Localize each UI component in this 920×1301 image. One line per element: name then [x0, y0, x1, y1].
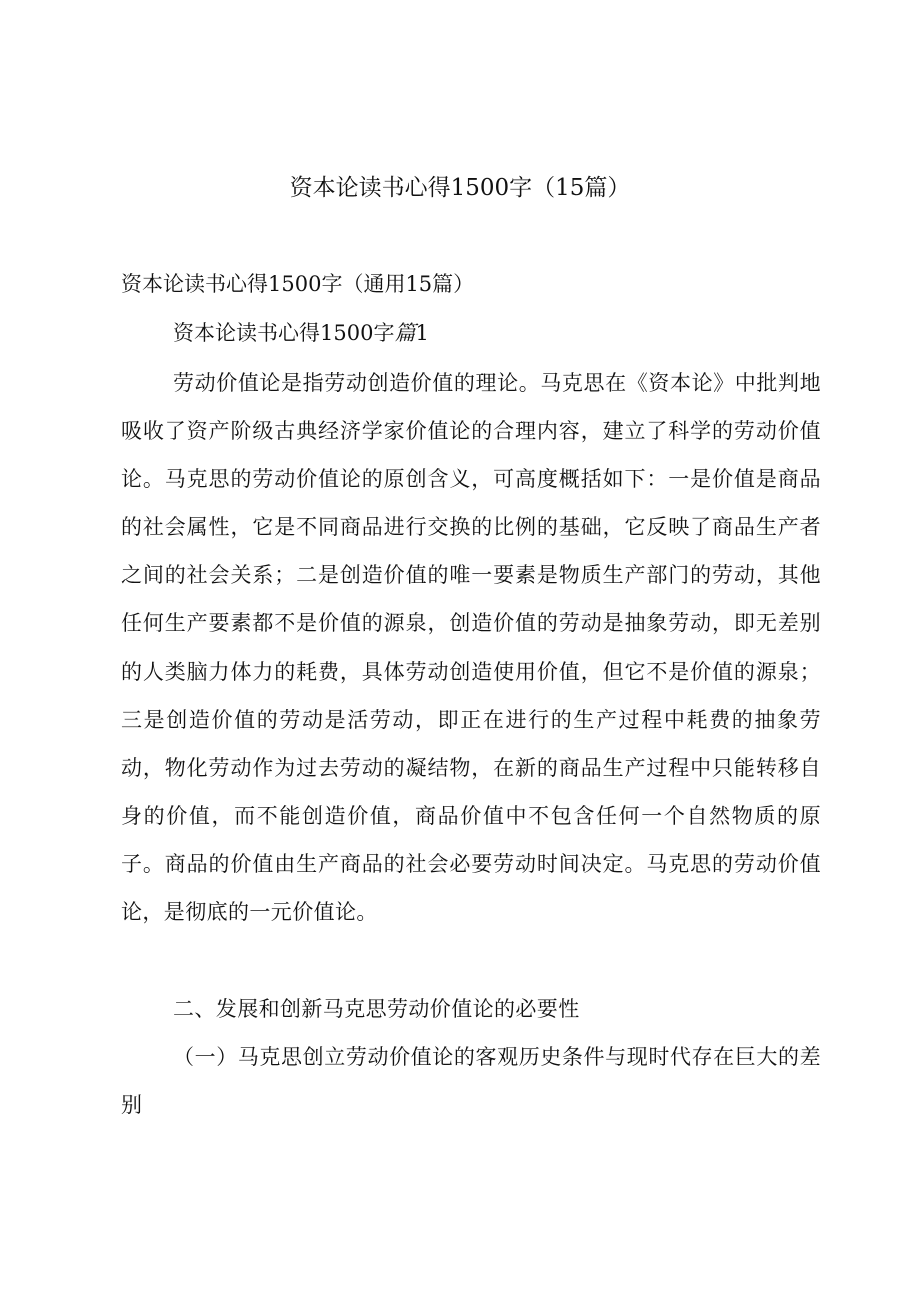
- section-heading-number: 1: [415, 321, 429, 345]
- body-paragraph-2: 二、发展和创新马克思劳动价值论的必要性: [173, 997, 580, 1021]
- body-paragraph-1: 劳动价值论是指劳动创造价值的理论。马克思在《资本论》中批判地吸收了资产阶级古典经济学家价值论的合理内容，建立了科学的劳动价值论。马克思的劳动价值论的原创含义，可高度概括如下：一是价值是商品的社会属性，它是不同商品进行交换的比例的基础，它反映了商品生产者之间的社会关系；二是创造价值的唯一要素是物质生产部门的劳动，其他任何生产要素都不是价值的源泉，创造价值的劳动是抽象劳动，即无差别的人类脑力体力的耗费，具体劳动创造使用价值，但它不是价值的源泉；三是创造价值的劳动是活劳动，即正在进行的生产过程中耗费的抽象劳动，物化劳动作为过去劳动的凝结物，在新的商品生产过程中只能转移自身的价值，而不能创造价值，商品价值中不包含任何一个自然物质的原子。商品的价值由生产商品的社会必要劳动时间决定。马克思的劳动价值论，是彻底的一元价值论。: [121, 371, 821, 925]
- document-subtitle: 资本论读书心得1500字（通用15篇）: [121, 272, 475, 296]
- document-title: 资本论读书心得1500字（15篇）: [289, 175, 631, 201]
- section-heading-pian: 篇: [394, 321, 416, 345]
- body-paragraph-3: （一）马克思创立劳动价值论的客观历史条件与现时代存在巨大的差别: [121, 1045, 821, 1118]
- section-heading: [173, 313, 429, 353]
- section-heading-prefix: 资本论读书心得1500字: [173, 321, 395, 345]
